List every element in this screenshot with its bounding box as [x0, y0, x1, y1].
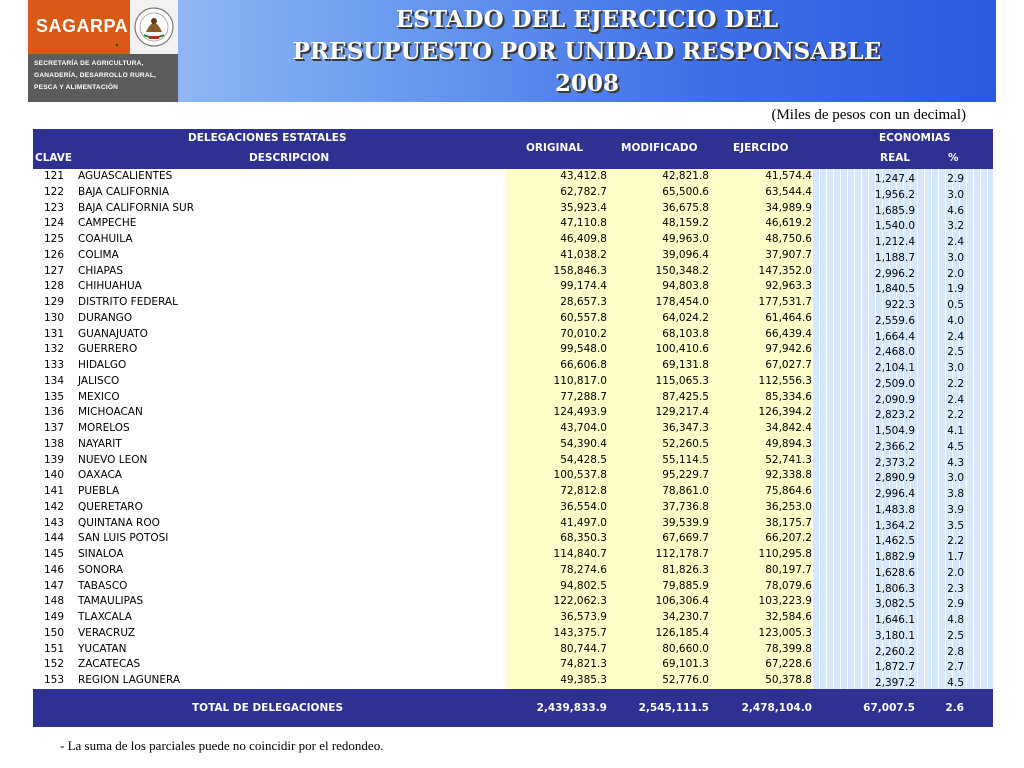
descripcion-cell: BAJA CALIFORNIA SUR — [78, 201, 194, 214]
economia-pct-cell: 2.9 — [947, 598, 964, 611]
descripcion-cell: SINALOA — [78, 548, 124, 561]
ejercido-cell: 78,399.8 — [765, 642, 812, 655]
original-cell: 72,812.8 — [560, 485, 607, 498]
table-row — [33, 673, 993, 689]
descripcion-cell: VERACRUZ — [78, 626, 136, 639]
economia-real-cell: 2,260.2 — [874, 645, 915, 658]
original-cell: 114,840.7 — [553, 548, 607, 561]
original-cell: 77,288.7 — [560, 390, 607, 403]
modificado-cell: 36,675.8 — [662, 201, 709, 214]
economia-real-cell: 1,540.0 — [874, 220, 915, 233]
modificado-cell: 48,159.2 — [662, 217, 709, 230]
clave-cell: 123 — [44, 201, 65, 214]
modificado-cell: 79,885.9 — [662, 579, 709, 592]
descripcion-cell: COAHUILA — [78, 233, 133, 246]
descripcion-cell: TAMAULIPAS — [78, 595, 144, 608]
original-cell: 28,657.3 — [560, 296, 607, 309]
descripcion-cell: QUERETARO — [78, 500, 143, 513]
descripcion-cell: CHIAPAS — [78, 264, 124, 277]
clave-cell: 153 — [44, 674, 65, 687]
modificado-cell: 34,230.7 — [662, 611, 709, 624]
mexico-seal-icon — [132, 2, 176, 52]
descripcion-cell: MORELOS — [78, 422, 130, 435]
modificado-cell: 69,131.8 — [662, 359, 709, 372]
economia-real-cell: 1,872.7 — [874, 661, 915, 674]
original-cell: 35,923.4 — [560, 201, 607, 214]
table-row — [33, 358, 993, 374]
economia-pct-cell: 1.9 — [947, 283, 964, 296]
modificado-cell: 69,101.3 — [662, 658, 709, 671]
clave-cell: 142 — [44, 500, 65, 513]
header-pct: % — [948, 152, 959, 164]
economia-real-cell: 2,373.2 — [874, 456, 915, 469]
ejercido-cell: 63,544.4 — [765, 185, 812, 198]
descripcion-cell: HIDALGO — [78, 359, 127, 372]
ejercido-cell: 92,338.8 — [765, 469, 812, 482]
original-cell: 99,174.4 — [560, 280, 607, 293]
descripcion-cell: GUANAJUATO — [78, 327, 148, 340]
modificado-cell: 115,065.3 — [655, 374, 709, 387]
economia-pct-cell: 2.5 — [947, 629, 964, 642]
table-row — [33, 484, 993, 500]
clave-cell: 135 — [44, 390, 65, 403]
table-row — [33, 374, 993, 390]
total-real: 67,007.5 — [863, 702, 915, 714]
original-cell: 66,606.8 — [560, 359, 607, 372]
table-row — [33, 232, 993, 248]
clave-cell: 140 — [44, 469, 65, 482]
original-cell: 54,390.4 — [560, 437, 607, 450]
economia-pct-cell: 2.5 — [947, 346, 964, 359]
economia-real-cell: 922.3 — [884, 299, 915, 312]
clave-cell: 144 — [44, 532, 65, 545]
economia-real-cell: 1,462.5 — [874, 535, 915, 548]
header-clave: CLAVE — [35, 152, 73, 164]
total-modificado: 2,545,111.5 — [638, 702, 709, 714]
economia-real-cell: 1,882.9 — [874, 551, 915, 564]
economia-real-cell: 1,806.3 — [874, 582, 915, 595]
table-row — [33, 201, 993, 217]
ejercido-cell: 147,352.0 — [758, 264, 812, 277]
header-descripcion: DESCRIPCION — [249, 152, 330, 164]
table-total-row — [33, 689, 993, 727]
original-cell: 43,412.8 — [560, 170, 607, 182]
clave-cell: 148 — [44, 595, 65, 608]
economia-pct-cell: 2.2 — [947, 409, 964, 422]
original-cell: 70,010.2 — [560, 327, 607, 340]
clave-cell: 136 — [44, 406, 65, 419]
economia-pct-cell: 2.3 — [947, 582, 964, 595]
table-row — [33, 610, 993, 626]
page-title — [178, 4, 996, 100]
clave-cell: 131 — [44, 327, 65, 340]
modificado-cell: 36,347.3 — [662, 422, 709, 435]
header-economias: ECONOMIAS — [879, 132, 951, 144]
modificado-cell: 65,500.6 — [662, 185, 709, 198]
economia-pct-cell: 3.0 — [947, 188, 964, 201]
descripcion-cell: AGUASCALIENTES — [78, 170, 173, 182]
descripcion-cell: JALISCO — [78, 374, 120, 387]
clave-cell: 147 — [44, 579, 65, 592]
economia-pct-cell: 2.2 — [947, 377, 964, 390]
modificado-cell: 112,178.7 — [655, 548, 709, 561]
table-body — [33, 169, 993, 689]
title-line-2: PRESUPUESTO POR UNIDAD RESPONSABLE — [292, 38, 882, 65]
descripcion-cell: GUERRERO — [78, 343, 138, 356]
original-cell: 80,744.7 — [560, 642, 607, 655]
clave-cell: 139 — [44, 453, 65, 466]
original-cell: 158,846.3 — [553, 264, 607, 277]
modificado-cell: 42,821.8 — [662, 170, 709, 182]
economia-real-cell: 1,664.4 — [874, 330, 915, 343]
ejercido-cell: 103,223.9 — [758, 595, 812, 608]
header-modificado: MODIFICADO — [621, 142, 698, 154]
clave-cell: 150 — [44, 626, 65, 639]
clave-cell: 152 — [44, 658, 65, 671]
table-row — [33, 216, 993, 232]
descripcion-cell: NUEVO LEON — [78, 453, 148, 466]
ejercido-cell: 61,464.6 — [765, 311, 812, 324]
ejercido-cell: 37,907.7 — [765, 248, 812, 261]
economia-pct-cell: 4.8 — [947, 614, 964, 627]
economia-real-cell: 1,364.2 — [874, 519, 915, 532]
economia-pct-cell: 2.7 — [947, 661, 964, 674]
descripcion-cell: ZACATECAS — [78, 658, 141, 671]
clave-cell: 145 — [44, 548, 65, 561]
ejercido-cell: 92,963.3 — [765, 280, 812, 293]
modificado-cell: 95,229.7 — [662, 469, 709, 482]
clave-cell: 138 — [44, 437, 65, 450]
economia-real-cell: 1,188.7 — [874, 251, 915, 264]
original-cell: 100,537.8 — [553, 469, 607, 482]
descripcion-cell: SONORA — [78, 563, 124, 576]
ejercido-cell: 50,378.8 — [765, 674, 812, 687]
ejercido-cell: 66,207.2 — [765, 532, 812, 545]
clave-cell: 149 — [44, 611, 65, 624]
economia-real-cell: 3,082.5 — [874, 598, 915, 611]
economia-real-cell: 1,504.9 — [874, 425, 915, 438]
economia-real-cell: 2,823.2 — [874, 409, 915, 422]
original-cell: 68,350.3 — [560, 532, 607, 545]
modificado-cell: 80,660.0 — [662, 642, 709, 655]
rounding-footnote: - La suma de los parciales puede no coincidir por el redondeo. — [60, 738, 384, 753]
descripcion-cell: PUEBLA — [78, 485, 120, 498]
economia-pct-cell: 3.8 — [947, 488, 964, 501]
table-row — [33, 516, 993, 532]
economia-real-cell: 2,090.9 — [874, 393, 915, 406]
table-row — [33, 626, 993, 642]
page-header — [28, 0, 996, 102]
table-row — [33, 185, 993, 201]
table-row — [33, 169, 993, 185]
economia-real-cell: 3,180.1 — [874, 629, 915, 642]
ejercido-cell: 32,584.6 — [765, 611, 812, 624]
table-row — [33, 594, 993, 610]
descripcion-cell: CHIHUAHUA — [78, 280, 142, 293]
modificado-cell: 52,260.5 — [662, 437, 709, 450]
descripcion-cell: TLAXCALA — [78, 611, 132, 624]
ejercido-cell: 97,942.6 — [765, 343, 812, 356]
economia-pct-cell: 3.0 — [947, 251, 964, 264]
title-line-1: ESTADO DEL EJERCICIO DEL — [395, 6, 779, 33]
modificado-cell: 37,736.8 — [662, 500, 709, 513]
clave-cell: 146 — [44, 563, 65, 576]
table-row — [33, 642, 993, 658]
original-cell: 78,274.6 — [560, 563, 607, 576]
table-row — [33, 437, 993, 453]
ejercido-cell: 38,175.7 — [765, 516, 812, 529]
original-cell: 122,062.3 — [553, 595, 607, 608]
descripcion-cell: REGION LAGUNERA — [78, 674, 181, 687]
ejercido-cell: 126,394.2 — [758, 406, 812, 419]
ejercido-cell: 123,005.3 — [758, 626, 812, 639]
ejercido-cell: 67,228.6 — [765, 658, 812, 671]
table-row — [33, 390, 993, 406]
logo-line-1: SECRETARÍA DE AGRICULTURA, — [34, 60, 144, 67]
header-real: REAL — [880, 152, 911, 164]
logo-separator-dot — [116, 44, 118, 46]
header-delegaciones-estatales: DELEGACIONES ESTATALES — [188, 132, 347, 144]
modificado-cell: 178,454.0 — [655, 296, 709, 309]
original-cell: 62,782.7 — [560, 185, 607, 198]
original-cell: 36,573.9 — [560, 611, 607, 624]
table-header — [33, 129, 993, 169]
descripcion-cell: YUCATAN — [78, 642, 127, 655]
descripcion-cell: QUINTANA ROO — [78, 516, 160, 529]
ejercido-cell: 177,531.7 — [758, 296, 812, 309]
modificado-cell: 81,826.3 — [662, 563, 709, 576]
economia-pct-cell: 4.5 — [947, 677, 964, 690]
economia-pct-cell: 4.6 — [947, 204, 964, 217]
original-cell: 41,497.0 — [560, 516, 607, 529]
original-cell: 110,817.0 — [553, 374, 607, 387]
table-row — [33, 405, 993, 421]
modificado-cell: 129,217.4 — [655, 406, 709, 419]
modificado-cell: 67,669.7 — [662, 532, 709, 545]
descripcion-cell: BAJA CALIFORNIA — [78, 185, 170, 198]
header-ejercido: EJERCIDO — [733, 142, 789, 154]
clave-cell: 128 — [44, 280, 65, 293]
title-line-3: 2008 — [554, 70, 619, 97]
ejercido-cell: 46,619.2 — [765, 217, 812, 230]
economia-real-cell: 1,247.4 — [874, 173, 915, 185]
modificado-cell: 39,096.4 — [662, 248, 709, 261]
logo-brand-text: SAGARPA — [36, 16, 129, 36]
economia-pct-cell: 2.4 — [947, 393, 964, 406]
table-row — [33, 579, 993, 595]
economia-real-cell: 2,366.2 — [874, 440, 915, 453]
clave-cell: 125 — [44, 233, 65, 246]
logo-ministry-block — [28, 54, 178, 102]
original-cell: 143,375.7 — [553, 626, 607, 639]
economia-pct-cell: 4.1 — [947, 425, 964, 438]
economia-real-cell: 2,996.2 — [874, 267, 915, 280]
modificado-cell: 94,803.8 — [662, 280, 709, 293]
modificado-cell: 55,114.5 — [662, 453, 709, 466]
logo-line-3: PESCA Y ALIMENTACIÓN — [34, 84, 119, 91]
ejercido-cell: 49,894.3 — [765, 437, 812, 450]
clave-cell: 143 — [44, 516, 65, 529]
economia-pct-cell: 2.0 — [947, 566, 964, 579]
economia-real-cell: 1,483.8 — [874, 503, 915, 516]
economia-pct-cell: 4.3 — [947, 456, 964, 469]
table-row — [33, 342, 993, 358]
ejercido-cell: 66,439.4 — [765, 327, 812, 340]
economia-real-cell: 1,628.6 — [874, 566, 915, 579]
clave-cell: 121 — [44, 170, 65, 182]
clave-cell: 129 — [44, 296, 65, 309]
clave-cell: 126 — [44, 248, 65, 261]
original-cell: 47,110.8 — [560, 217, 607, 230]
ejercido-cell: 67,027.7 — [765, 359, 812, 372]
economia-real-cell: 1,212.4 — [874, 236, 915, 249]
descripcion-cell: DURANGO — [78, 311, 133, 324]
clave-cell: 130 — [44, 311, 65, 324]
header-original: ORIGINAL — [526, 142, 584, 154]
sagarpa-logo — [28, 0, 178, 102]
economia-pct-cell: 2.2 — [947, 535, 964, 548]
ejercido-cell: 75,864.6 — [765, 485, 812, 498]
ejercido-cell: 48,750.6 — [765, 233, 812, 246]
table-row — [33, 547, 993, 563]
original-cell: 54,428.5 — [560, 453, 607, 466]
original-cell: 36,554.0 — [560, 500, 607, 513]
descripcion-cell: MEXICO — [78, 390, 120, 403]
original-cell: 60,557.8 — [560, 311, 607, 324]
economia-pct-cell: 0.5 — [947, 299, 964, 312]
economia-pct-cell: 3.0 — [947, 362, 964, 375]
table-row — [33, 264, 993, 280]
modificado-cell: 106,306.4 — [655, 595, 709, 608]
economia-real-cell: 1,646.1 — [874, 614, 915, 627]
economia-real-cell: 2,559.6 — [874, 314, 915, 327]
table-row — [33, 468, 993, 484]
original-cell: 99,548.0 — [560, 343, 607, 356]
modificado-cell: 150,348.2 — [655, 264, 709, 277]
ejercido-cell: 34,989.9 — [765, 201, 812, 214]
ejercido-cell: 34,842.4 — [765, 422, 812, 435]
ejercido-cell: 80,197.7 — [765, 563, 812, 576]
ejercido-cell: 78,079.6 — [765, 579, 812, 592]
economia-pct-cell: 2.9 — [947, 173, 964, 185]
modificado-cell: 126,185.4 — [655, 626, 709, 639]
descripcion-cell: COLIMA — [78, 248, 119, 261]
clave-cell: 151 — [44, 642, 65, 655]
table-row — [33, 563, 993, 579]
table-row — [33, 500, 993, 516]
economia-pct-cell: 3.9 — [947, 503, 964, 516]
modificado-cell: 100,410.6 — [655, 343, 709, 356]
ejercido-cell: 110,295.8 — [758, 548, 812, 561]
original-cell: 41,038.2 — [560, 248, 607, 261]
ejercido-cell: 41,574.4 — [765, 170, 812, 182]
economia-real-cell: 2,397.2 — [874, 677, 915, 690]
total-ejercido: 2,478,104.0 — [741, 702, 812, 714]
table-row — [33, 311, 993, 327]
descripcion-cell: DISTRITO FEDERAL — [78, 296, 178, 309]
original-cell: 124,493.9 — [553, 406, 607, 419]
original-cell: 74,821.3 — [560, 658, 607, 671]
economia-pct-cell: 2.4 — [947, 330, 964, 343]
modificado-cell: 64,024.2 — [662, 311, 709, 324]
table-row — [33, 531, 993, 547]
ejercido-cell: 85,334.6 — [765, 390, 812, 403]
economia-pct-cell: 2.8 — [947, 645, 964, 658]
table-row — [33, 279, 993, 295]
table-row — [33, 421, 993, 437]
economia-real-cell: 2,509.0 — [874, 377, 915, 390]
modificado-cell: 87,425.5 — [662, 390, 709, 403]
economia-pct-cell: 3.2 — [947, 220, 964, 233]
modificado-cell: 39,539.9 — [662, 516, 709, 529]
economia-pct-cell: 3.5 — [947, 519, 964, 532]
economia-pct-cell: 3.0 — [947, 472, 964, 485]
economia-real-cell: 1,840.5 — [874, 283, 915, 296]
clave-cell: 133 — [44, 359, 65, 372]
economia-real-cell: 2,104.1 — [874, 362, 915, 375]
economia-pct-cell: 4.0 — [947, 314, 964, 327]
ejercido-cell: 112,556.3 — [758, 374, 812, 387]
logo-line-2: GANADERÍA, DESARROLLO RURAL, — [34, 72, 157, 79]
total-label: TOTAL DE DELEGACIONES — [192, 702, 344, 714]
descripcion-cell: TABASCO — [78, 579, 128, 592]
modificado-cell: 52,776.0 — [662, 674, 709, 687]
descripcion-cell: SAN LUIS POTOSI — [78, 532, 169, 545]
table-row — [33, 295, 993, 311]
table-row — [33, 327, 993, 343]
modificado-cell: 49,963.0 — [662, 233, 709, 246]
descripcion-cell: CAMPECHE — [78, 217, 137, 230]
clave-cell: 122 — [44, 185, 65, 198]
clave-cell: 137 — [44, 422, 65, 435]
ejercido-cell: 52,741.3 — [765, 453, 812, 466]
original-cell: 49,385.3 — [560, 674, 607, 687]
modificado-cell: 78,861.0 — [662, 485, 709, 498]
table-row — [33, 453, 993, 469]
table-row — [33, 248, 993, 264]
modificado-cell: 68,103.8 — [662, 327, 709, 340]
economia-real-cell: 2,468.0 — [874, 346, 915, 359]
clave-cell: 134 — [44, 374, 65, 387]
logo-brand-block — [28, 0, 130, 54]
descripcion-cell: OAXACA — [78, 469, 122, 482]
ejercido-cell: 36,253.0 — [765, 500, 812, 513]
descripcion-cell: MICHOACAN — [78, 406, 143, 419]
table-row — [33, 657, 993, 673]
economia-pct-cell: 1.7 — [947, 551, 964, 564]
original-cell: 43,704.0 — [560, 422, 607, 435]
units-note: (Miles de pesos con un decimal) — [771, 107, 966, 123]
total-original: 2,439,833.9 — [536, 702, 607, 714]
clave-cell: 124 — [44, 217, 65, 230]
economia-pct-cell: 2.4 — [947, 236, 964, 249]
economia-real-cell: 2,890.9 — [874, 472, 915, 485]
original-cell: 46,409.8 — [560, 233, 607, 246]
clave-cell: 127 — [44, 264, 65, 277]
economia-real-cell: 1,685.9 — [874, 204, 915, 217]
clave-cell: 132 — [44, 343, 65, 356]
economia-real-cell: 2,996.4 — [874, 488, 915, 501]
total-pct: 2.6 — [945, 702, 964, 714]
original-cell: 94,802.5 — [560, 579, 607, 592]
descripcion-cell: NAYARIT — [78, 437, 122, 450]
economia-real-cell: 1,956.2 — [874, 188, 915, 201]
clave-cell: 141 — [44, 485, 65, 498]
economia-pct-cell: 2.0 — [947, 267, 964, 280]
economia-pct-cell: 4.5 — [947, 440, 964, 453]
